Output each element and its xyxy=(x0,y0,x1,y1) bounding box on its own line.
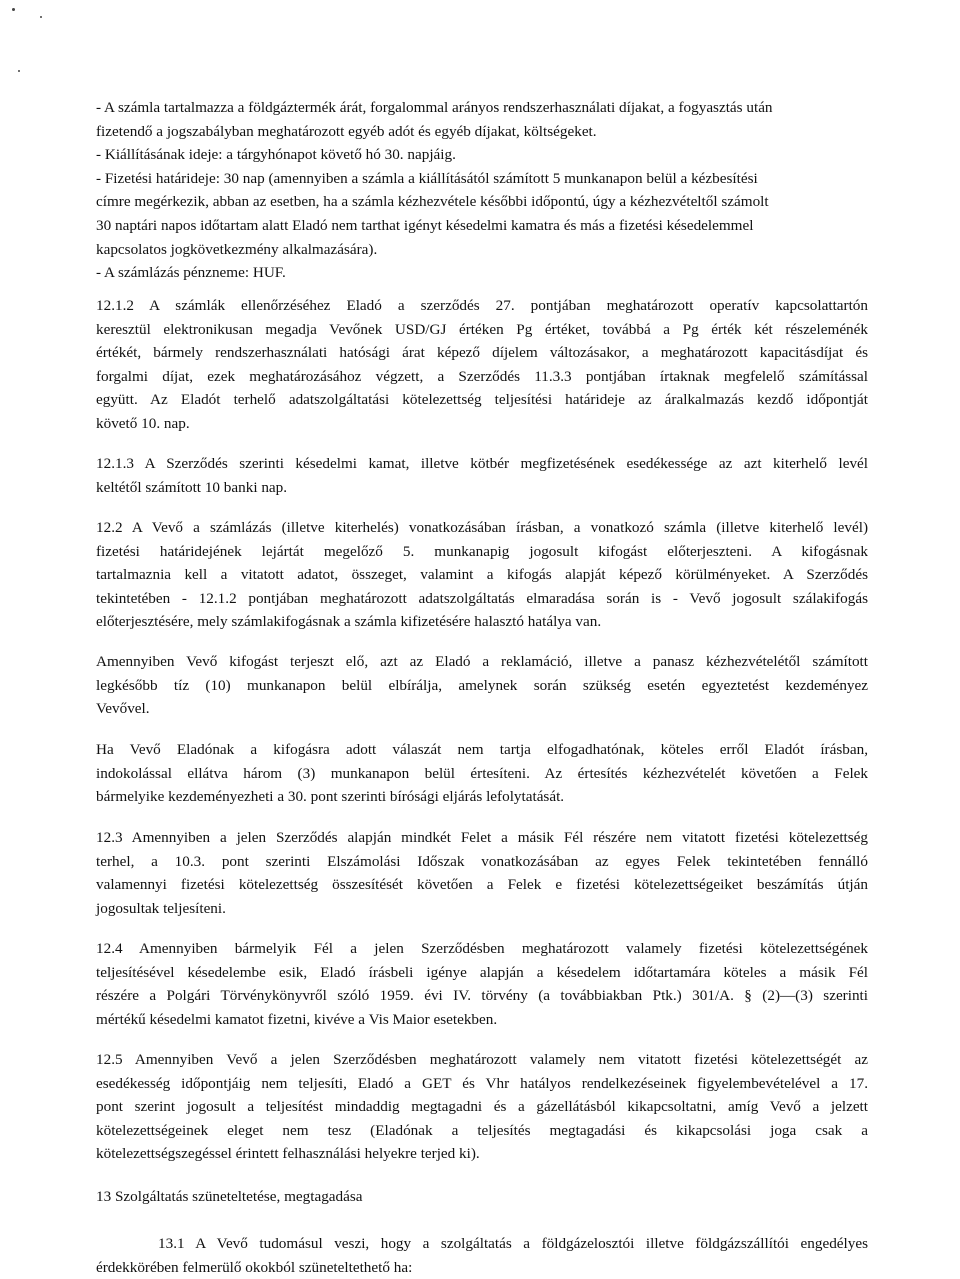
text-line: Amennyiben Vevő kifogást terjeszt elő, azt az Eladó a reklamáció, illetve a panasz kézhezvételétől számított xyxy=(96,653,868,670)
text-line: bármelyike kezdeményezheti a 30. pont szerinti bírósági eljárás lefolytatását. xyxy=(96,788,565,806)
paragraph-12-1-2 xyxy=(96,294,868,436)
text-line: követő 10. nap. xyxy=(96,414,190,432)
paragraph-12-3 xyxy=(96,826,868,920)
text-line: keresztül elektronikusan megadja Vevőnek USD/GJ értéken Pg értéket, továbbá a Pg érték két részeleménék xyxy=(96,320,868,338)
text-line: értékét, bármely rendszerhasználati hatósági árat képező díjelem változásakor, a meghatározott kapacitásdíjat és xyxy=(96,344,868,362)
text-line: 12.5 Amennyiben Vevő a jelen Szerződésben meghatározott valamely nem vitatott fizetési kötelezettségét az xyxy=(96,1051,868,1068)
text-line: címre megérkezik, abban az esetben, ha a számla kézhezvétele későbbi időpontú, úgy a kézhezvételtől számolt xyxy=(96,193,769,211)
text-line: 12.4 Amennyiben bármelyik Fél a jelen Szerződésben meghatározott valamely fizetési kötelezettségének xyxy=(96,940,868,957)
text-line: mértékű késedelmi kamatot fizetni, kivéve a Vis Maior esetekben. xyxy=(96,1010,498,1028)
scan-speck xyxy=(12,8,15,11)
text-line: fizetendő a jogszabályban meghatározott egyéb adót és egyéb díjakat, költségeket. xyxy=(96,122,597,140)
text-line: tekintetében - 12.1.2 pontjában meghatározott adatszolgáltatás elmaradása során is - Vevő jogosult szálakifogás xyxy=(96,589,868,607)
paragraph-objection-rejected xyxy=(96,738,868,809)
text-line: esedékesség időpontjáig nem teljesíti, Eladó a GET és Vhr hatályos rendelkezéseinek figyelembevételével a 17. xyxy=(96,1074,868,1092)
text-line: - A számla tartalmazza a földgáztermék árát, forgalommal arányos rendszerhasználati díjakat, a fogyasztás után xyxy=(96,99,773,116)
text-line: 13.1 A Vevő tudomásul veszi, hogy a szolgáltatás a földgázelosztói illetve földgázszállítói engedélyes xyxy=(158,1235,868,1252)
text-line: fizetési határidejének lejártát megelőző 5. munkanapig jogosult kifogást előterjeszteni. A kifogásnak xyxy=(96,542,868,560)
text-line: - Kiállításának ideje: a tárgyhónapot követő hó 30. napjáig. xyxy=(96,146,456,164)
text-line: 30 naptári napos időtartam alatt Eladó nem tarthat igényt késedelmi kamatra és más a fizetési késedelemmel xyxy=(96,216,754,234)
text-line: pont szerint jogosult a teljesítést mindaddig megtagadni és a gázellátásból kikapcsoltatni, amíg Vevő a jelzett xyxy=(96,1098,868,1116)
paragraph-12-5 xyxy=(96,1048,868,1166)
text-line: 12.3 Amennyiben a jelen Szerződés alapján mindkét Felet a másik Fél részére nem vitatott fizetési kötelezettség xyxy=(96,829,868,846)
text-line: terhel, a 10.3. pont szerinti Elszámolási Időszak vonatkozásában az egyes Felek tekintetében fennálló xyxy=(96,852,868,870)
text-line: jogosultak teljesíteni. xyxy=(96,899,226,917)
text-line: kapcsolatos jogkövetkezmény alkalmazására). xyxy=(96,240,378,258)
text-line: legkésőbb tíz (10) munkanapon belül elbírálja, amelynek során szükség esetén egyeztetést kezdeményez xyxy=(96,676,868,694)
paragraph-12-2 xyxy=(96,516,868,634)
text-line: előterjesztésére, mely számlakifogásnak a számla kifizetésére halasztó hatálya van. xyxy=(96,613,602,631)
paragraph-objection-response xyxy=(96,650,868,721)
text-line: indokolással ellátva három (3) munkanapon belül értesíteni. Az értesítés kézhezvételét követően a Felek xyxy=(96,764,868,782)
text-line: teljesítésével késedelembe esik, Eladó írásbeli igénye alapján a késedelem időtartamára köteles a másik Fél xyxy=(96,963,868,981)
paragraph-12-1-3 xyxy=(96,452,868,499)
text-line: 12.2 A Vevő a számlázás (illetve kiterhelés) vonatkozásában írásban, a vonatkozó számla (illetve kiterhelő levél) xyxy=(96,519,868,536)
text-line: kötelezettségeinek eleget nem tesz (Eladónak a teljesítés megtagadási és kikapcsolási joga csak a xyxy=(96,1121,868,1139)
text-line: együtt. Az Eladót terhelő adatszolgáltatási kötelezettség teljesítési határideje az áralkalmazás kezdő időpontját xyxy=(96,391,868,409)
text-line: - Fizetési határideje: 30 nap (amennyiben a számla a kiállításától számított 5 munkanapon belül a kézbesítési xyxy=(96,169,758,187)
text-line: kötelezettségszegéssel érintett felhasználási helyekre terjed ki). xyxy=(96,1145,480,1163)
scan-speck xyxy=(18,70,20,72)
text-line: tartalmaznia kell a vitatott adatot, összeget, valamint a kifogás alapját képező körülményeket. A Szerződés xyxy=(96,566,868,584)
text-line: forgalmi díjat, ezek meghatározásához végzett, a Szerződés 11.3.3 pontjában írtaknak megfelelő számítással xyxy=(96,367,868,385)
billing-items-list xyxy=(96,96,868,285)
text-line: Ha Vevő Eladónak a kifogásra adott válaszát nem tartja elfogadhatónak, köteles erről Eladót írásban, xyxy=(96,741,868,758)
text-line: - A számlázás pénzneme: HUF. xyxy=(96,264,286,282)
text-line: érdekkörében felmerülő okokból szüneteltethető ha: xyxy=(96,1258,413,1276)
text-line: részére a Polgári Törvénykönyvről szóló 1959. évi IV. törvény (a továbbiakban Ptk.) 301/A. § (2)—(3) szerinti xyxy=(96,987,868,1005)
scan-speck xyxy=(40,16,42,18)
paragraph-12-4 xyxy=(96,937,868,1031)
paragraph-13-1 xyxy=(96,1232,868,1279)
text-line: 12.1.3 A Szerződés szerinti késedelmi kamat, illetve kötbér megfizetésének esedékessége az azt kiterhelő levél xyxy=(96,455,868,472)
text-line: Vevővel. xyxy=(96,700,150,718)
section-heading: 13 Szolgáltatás szüneteltetése, megtagadása xyxy=(96,1188,363,1205)
text-line: 12.1.2 A számlák ellenőrzéséhez Eladó a szerződés 27. pontjában meghatározott operatív kapcsolattartón xyxy=(96,297,868,314)
section-heading-13 xyxy=(96,1185,868,1209)
text-line: keltétől számított 10 banki nap. xyxy=(96,478,288,496)
text-line: valamennyi fizetési kötelezettség összesítését követően a Felek e fizetési kötelezettségeiket beszámítás útján xyxy=(96,876,868,894)
